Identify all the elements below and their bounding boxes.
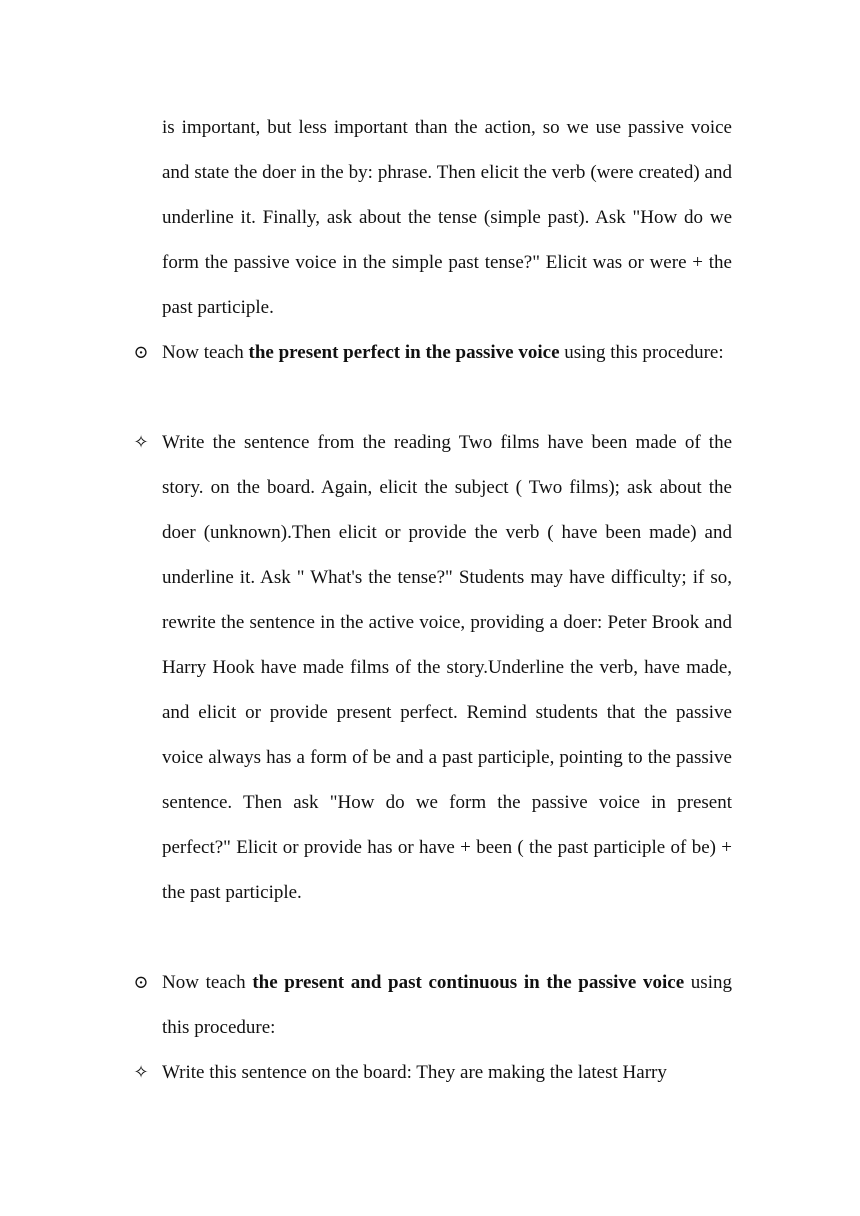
intro-text: Now teach bbox=[162, 972, 253, 993]
procedure-text: using this procedure: bbox=[162, 972, 732, 1038]
paragraph-present-perfect-procedure: Write the sentence from the reading Two films have been made of the story. on the board. Again, elicit the subject ( Two films); ask about the doer (unknown).Then elicit or provide the verb ( have been made) and underline it. Ask " What's the tense?" Students may have difficulty; if so, rewrite the sentence in the active voice, providing a doer: Peter Brook and Harry Hook have made films of the story.Underline the verb, have made, and elicit or provide present perfect. Remind students that the passive voice always has a form of be and a past participle, pointing to the passive sentence. Then ask "How do we form the passive voice in present perfect?" Elicit or provide has or have + been ( the past participle of be) + the past participle. bbox=[162, 432, 732, 903]
intro-text: Now teach bbox=[162, 342, 249, 363]
paragraph-continuation: is important, but less important than the action, so we use passive voice and state the doer in the by: phrase. Then elicit the verb (were created) and underline it. Finally, ask about the tense (simple past). Ask "How do we form the passive voice in the simple past tense?" Elicit was or were + the past participle. bbox=[162, 117, 732, 318]
procedure-text: using this procedure: bbox=[559, 342, 724, 363]
paragraph-present-perfect-intro bbox=[162, 330, 732, 375]
four-point-star-bullet-icon: ✧ bbox=[133, 432, 149, 452]
four-point-star-bullet-icon: ✧ bbox=[133, 1062, 149, 1082]
bold-topic: the present perfect in the passive voice bbox=[248, 342, 560, 363]
paragraph-continuous-intro bbox=[162, 960, 732, 1050]
circle-dot-bullet-icon: ⊙ bbox=[133, 342, 149, 362]
paragraph-continuous-procedure: Write this sentence on the board: They are making the latest Harry bbox=[162, 1062, 667, 1083]
circle-dot-bullet-icon: ⊙ bbox=[133, 972, 149, 992]
bold-topic: the present and past continuous in the passive voice bbox=[252, 972, 685, 993]
